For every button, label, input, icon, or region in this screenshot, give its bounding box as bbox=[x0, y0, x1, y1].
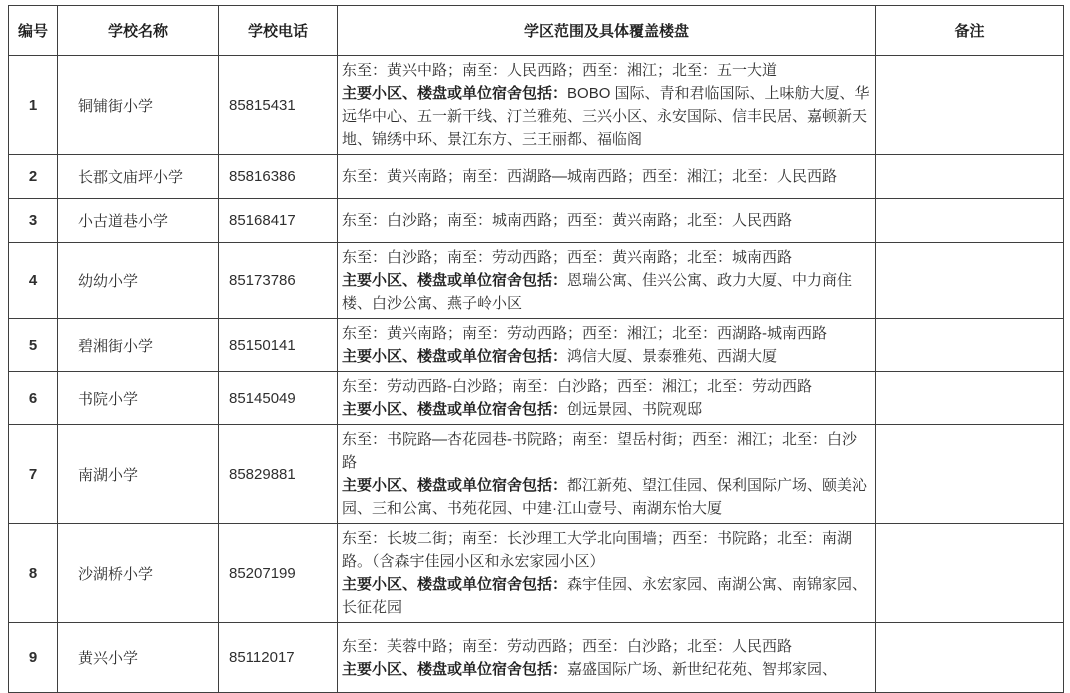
remark-cell bbox=[876, 56, 1064, 155]
header-row bbox=[9, 6, 1064, 56]
district-scope-cell bbox=[338, 243, 876, 319]
properties-line bbox=[342, 658, 870, 681]
remark-cell bbox=[876, 425, 1064, 524]
remark-cell bbox=[876, 372, 1064, 425]
col-header-remark: 备注 bbox=[876, 6, 1064, 56]
properties-text: 创远景园、书院观邸 bbox=[567, 401, 703, 418]
table-row bbox=[9, 524, 1064, 623]
district-scope-cell bbox=[338, 623, 876, 693]
district-scope-cell bbox=[338, 372, 876, 425]
row-number-cell: 5 bbox=[9, 319, 58, 372]
remark-cell bbox=[876, 243, 1064, 319]
table-row bbox=[9, 199, 1064, 243]
boundary-text: 东至：长坡二街；南至：长沙理工大学北向围墙；西至：书院路；北至：南湖路。（含森宇佳园小区和永宏家园小区） bbox=[342, 530, 853, 570]
properties-text: 嘉盛国际广场、新世纪花苑、智邦家园、 bbox=[567, 660, 838, 678]
table-body bbox=[9, 56, 1064, 693]
school-phone-cell: 85150141 bbox=[219, 319, 338, 372]
properties-label: 主要小区、楼盘或单位宿舍包括： bbox=[342, 576, 568, 593]
row-number-cell: 9 bbox=[9, 623, 58, 693]
school-district-table bbox=[8, 5, 1064, 693]
properties-label: 主要小区、楼盘或单位宿舍包括： bbox=[342, 401, 568, 418]
school-phone-cell: 85173786 bbox=[219, 243, 338, 319]
properties-text: 都江新苑、望江佳园、保利国际广场、颐美沁园、三和公寓、书苑花园、中建·江山壹号、南湖东怡大厦 bbox=[342, 477, 868, 517]
table-row bbox=[9, 155, 1064, 199]
district-scope-cell bbox=[338, 155, 876, 199]
table-row bbox=[9, 56, 1064, 155]
boundary-text: 东至：劳动西路-白沙路；南至：白沙路；西至：湘江；北至：劳动西路 bbox=[342, 378, 812, 395]
boundary-text: 东至：白沙路；南至：劳动西路；西至：黄兴南路；北至：城南西路 bbox=[342, 249, 793, 266]
school-name-cell: 幼幼小学 bbox=[58, 243, 219, 319]
district-scope-cell bbox=[338, 56, 876, 155]
school-phone-cell: 85815431 bbox=[219, 56, 338, 155]
col-header-school-name: 学校名称 bbox=[58, 6, 219, 56]
table-header bbox=[9, 6, 1064, 56]
properties-line bbox=[342, 398, 870, 421]
row-number-cell: 3 bbox=[9, 199, 58, 243]
row-number-cell: 7 bbox=[9, 425, 58, 524]
district-scope-cell bbox=[338, 524, 876, 623]
remark-cell bbox=[876, 623, 1064, 693]
properties-label: 主要小区、楼盘或单位宿舍包括： bbox=[342, 85, 568, 102]
col-header-school-phone: 学校电话 bbox=[219, 6, 338, 56]
properties-label: 主要小区、楼盘或单位宿舍包括： bbox=[342, 660, 568, 678]
properties-line bbox=[342, 269, 870, 315]
row-number-cell: 1 bbox=[9, 56, 58, 155]
col-header-number: 编号 bbox=[9, 6, 58, 56]
table-row bbox=[9, 243, 1064, 319]
table-row bbox=[9, 623, 1064, 693]
properties-line bbox=[342, 82, 870, 151]
school-name-cell: 书院小学 bbox=[58, 372, 219, 425]
table-row bbox=[9, 319, 1064, 372]
row-number-cell: 8 bbox=[9, 524, 58, 623]
properties-line bbox=[342, 345, 870, 368]
col-header-district-scope: 学区范围及具体覆盖楼盘 bbox=[338, 6, 876, 56]
boundary-text: 东至：芙蓉中路；南至：劳动西路；西至：白沙路；北至：人民西路 bbox=[342, 637, 793, 655]
boundary-text: 东至：黄兴中路；南至：人民西路；西至：湘江；北至：五一大道 bbox=[342, 62, 778, 79]
remark-cell bbox=[876, 199, 1064, 243]
table-row bbox=[9, 372, 1064, 425]
district-scope-cell bbox=[338, 425, 876, 524]
row-number-cell: 6 bbox=[9, 372, 58, 425]
properties-text: 森宇佳园、永宏家园、南湖公寓、南锦家园、长征花园 bbox=[342, 576, 868, 616]
school-name-cell: 小古道巷小学 bbox=[58, 199, 219, 243]
properties-line bbox=[342, 474, 870, 520]
properties-label: 主要小区、楼盘或单位宿舍包括： bbox=[342, 272, 568, 289]
boundary-text: 东至：白沙路；南至：城南西路；西至：黄兴南路；北至：人民西路 bbox=[342, 212, 793, 229]
remark-cell bbox=[876, 524, 1064, 623]
properties-text: 鸿信大厦、景泰雅苑、西湖大厦 bbox=[567, 348, 778, 365]
boundary-text: 东至：黄兴南路；南至：劳动西路；西至：湘江；北至：西湖路-城南西路 bbox=[342, 325, 827, 342]
school-phone-cell: 85112017 bbox=[219, 623, 338, 693]
school-name-cell: 碧湘街小学 bbox=[58, 319, 219, 372]
row-number-cell: 2 bbox=[9, 155, 58, 199]
school-phone-cell: 85168417 bbox=[219, 199, 338, 243]
school-name-cell: 黄兴小学 bbox=[58, 623, 219, 693]
school-phone-cell: 85816386 bbox=[219, 155, 338, 199]
district-scope-cell bbox=[338, 199, 876, 243]
properties-text: BOBO 国际、青和君临国际、上味舫大厦、华远华中心、五一新干线、汀兰雅苑、三兴小区、永安国际、信丰民居、嘉顿新天地、锦绣中环、景江东方、三王丽都、福临阁 bbox=[342, 85, 870, 148]
school-phone-cell: 85145049 bbox=[219, 372, 338, 425]
properties-label: 主要小区、楼盘或单位宿舍包括： bbox=[342, 348, 568, 365]
school-phone-cell: 85829881 bbox=[219, 425, 338, 524]
school-name-cell: 长郡文庙坪小学 bbox=[58, 155, 219, 199]
properties-text: 恩瑞公寓、佳兴公寓、政力大厦、中力商住楼、白沙公寓、燕子岭小区 bbox=[342, 272, 853, 312]
boundary-text: 东至：黄兴南路；南至：西湖路—城南西路；西至：湘江；北至：人民西路 bbox=[342, 168, 838, 185]
table-row bbox=[9, 425, 1064, 524]
district-scope-cell bbox=[338, 319, 876, 372]
boundary-text: 东至：书院路—杏花园巷-书院路；南至：望岳村街；西至：湘江；北至：白沙路 bbox=[342, 431, 857, 471]
row-number-cell: 4 bbox=[9, 243, 58, 319]
school-name-cell: 南湖小学 bbox=[58, 425, 219, 524]
remark-cell bbox=[876, 155, 1064, 199]
school-phone-cell: 85207199 bbox=[219, 524, 338, 623]
school-name-cell: 铜铺街小学 bbox=[58, 56, 219, 155]
properties-line bbox=[342, 573, 870, 619]
properties-label: 主要小区、楼盘或单位宿舍包括： bbox=[342, 477, 568, 494]
remark-cell bbox=[876, 319, 1064, 372]
school-name-cell: 沙湖桥小学 bbox=[58, 524, 219, 623]
